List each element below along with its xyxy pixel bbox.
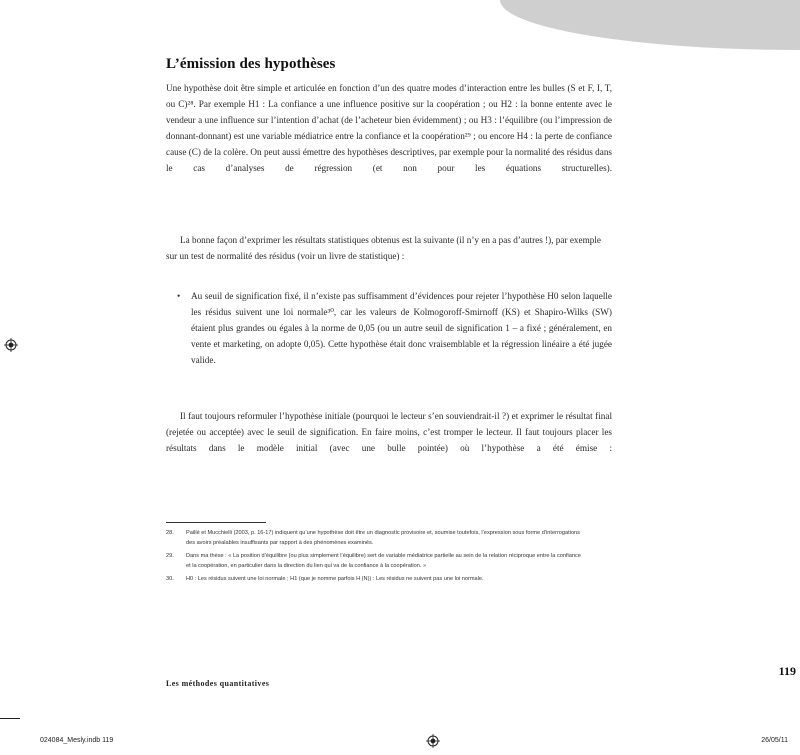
paragraph-text: Il faut toujours reformuler l’hypothèse initiale (pourquoi le lecteur s’en souviendrait-il ?) et exprimer le résultat final (rejetée ou acceptée) avec le seuil de signification. En faire moins, c’est tromper le lecteur. Il faut toujours placer les résultats dans le modèle initial (avec une bulle pointée) où l’hypothèse a été émise : [166,411,612,453]
footnote-30 [166,574,586,584]
crop-mark [0,718,20,719]
corner-page-curl [500,0,800,50]
running-footer: Les méthodes quantitatives [166,679,270,688]
footnote-text: H0 : Les résidus suivent une loi normale ; H1 (que je nomme parfois H (N)) : Les résidus ne suivent pas une loi normale. [186,576,484,582]
paragraph-text: La bonne façon d’exprimer les résultats statistiques obtenus est la suivante (il n’y en a pas d’autres !), par exemple sur un test de normalité des résidus (voir un livre de statistique) : [166,235,601,261]
page-number: 119 [778,664,796,678]
paragraph-hypothesis-intro [166,80,612,176]
footnote-text: Paillé et Mucchielli (2003, p. 16-17) indiquent qu’une hypothèse doit être un diagnostic provisoire et, soumise toutefois, l’expression sous forme d’interrogations des avoirs préalables insuffisants par rapport à des phénomènes examinés. [186,530,580,546]
registration-mark-icon [4,338,18,352]
paragraph-text: Une hypothèse doit être simple et articulée en fonction d’un des quatre modes d’interaction entre les bulles (S et F, I, T, ou C)²⁸. Par exemple H1 : La confiance a une influence positive sur la coopération ; ou H2 : la bonne entente avec le vendeur a une influence sur l’intention d’achat (de l’acheteur bien évidemment) ; ou H3 : l’équilibre (ou l’impression de donnant-donnant) est une variable médiatrice entre la confiance et la coopération²⁹ ; ou encore H4 : la perte de confiance cause (C) de la colère. On peut aussi émettre des hypothèses descriptives, par exemple pour la normalité des résidus dans le cas d’analyses de régression (et non pour les équations structurelles). [166,83,612,173]
section-title: L’émission des hypothèses [166,56,336,72]
paragraph-results-expression [166,232,612,264]
bullet-item-normality-test [179,288,612,368]
footnote-number: 28. [166,530,174,536]
registration-mark-icon [426,734,440,748]
footnote-number: 30. [166,576,174,582]
paragraph-reformulate-hypothesis [166,408,612,456]
footnote-number: 29. [166,553,174,559]
footnote-28 [166,528,586,548]
bullet-text: Au seuil de signification fixé, il n’existe pas suffisamment d’évidences pour rejeter l’hypothèse H0 selon laquelle les résidus suivent une loi normale³⁰, car les valeurs de Kolmogoroff-Smirnoff (KS) et Shapiro-Wilks (SW) étaient plus grandes ou égales à la norme de 0,05 (ou un autre seuil de signification 1 – a fixé ; généralement, en vente et marketing, on adopte 0,05). Cette hypothèse était donc vraisemblable et la régression linéaire a été jugée valide. [191,291,612,365]
footnote-text: Dans ma thèse : « La position d’équilibre (ou plus simplement l’équilibre) sert de variable médiatrice partielle au sein de la relation réciproque entre la confiance et la coopération, en particulier dans la direction du lien qui va de la confiance à la coopération. » [186,553,581,569]
footnote-29 [166,551,586,571]
bullet-dot-icon: • [177,291,181,301]
print-slug-date: 26/05/11 [761,737,788,744]
print-slug-file: 024084_Mesly.indb 119 [40,737,114,744]
footnotes [166,528,586,587]
footnote-separator [166,522,266,523]
